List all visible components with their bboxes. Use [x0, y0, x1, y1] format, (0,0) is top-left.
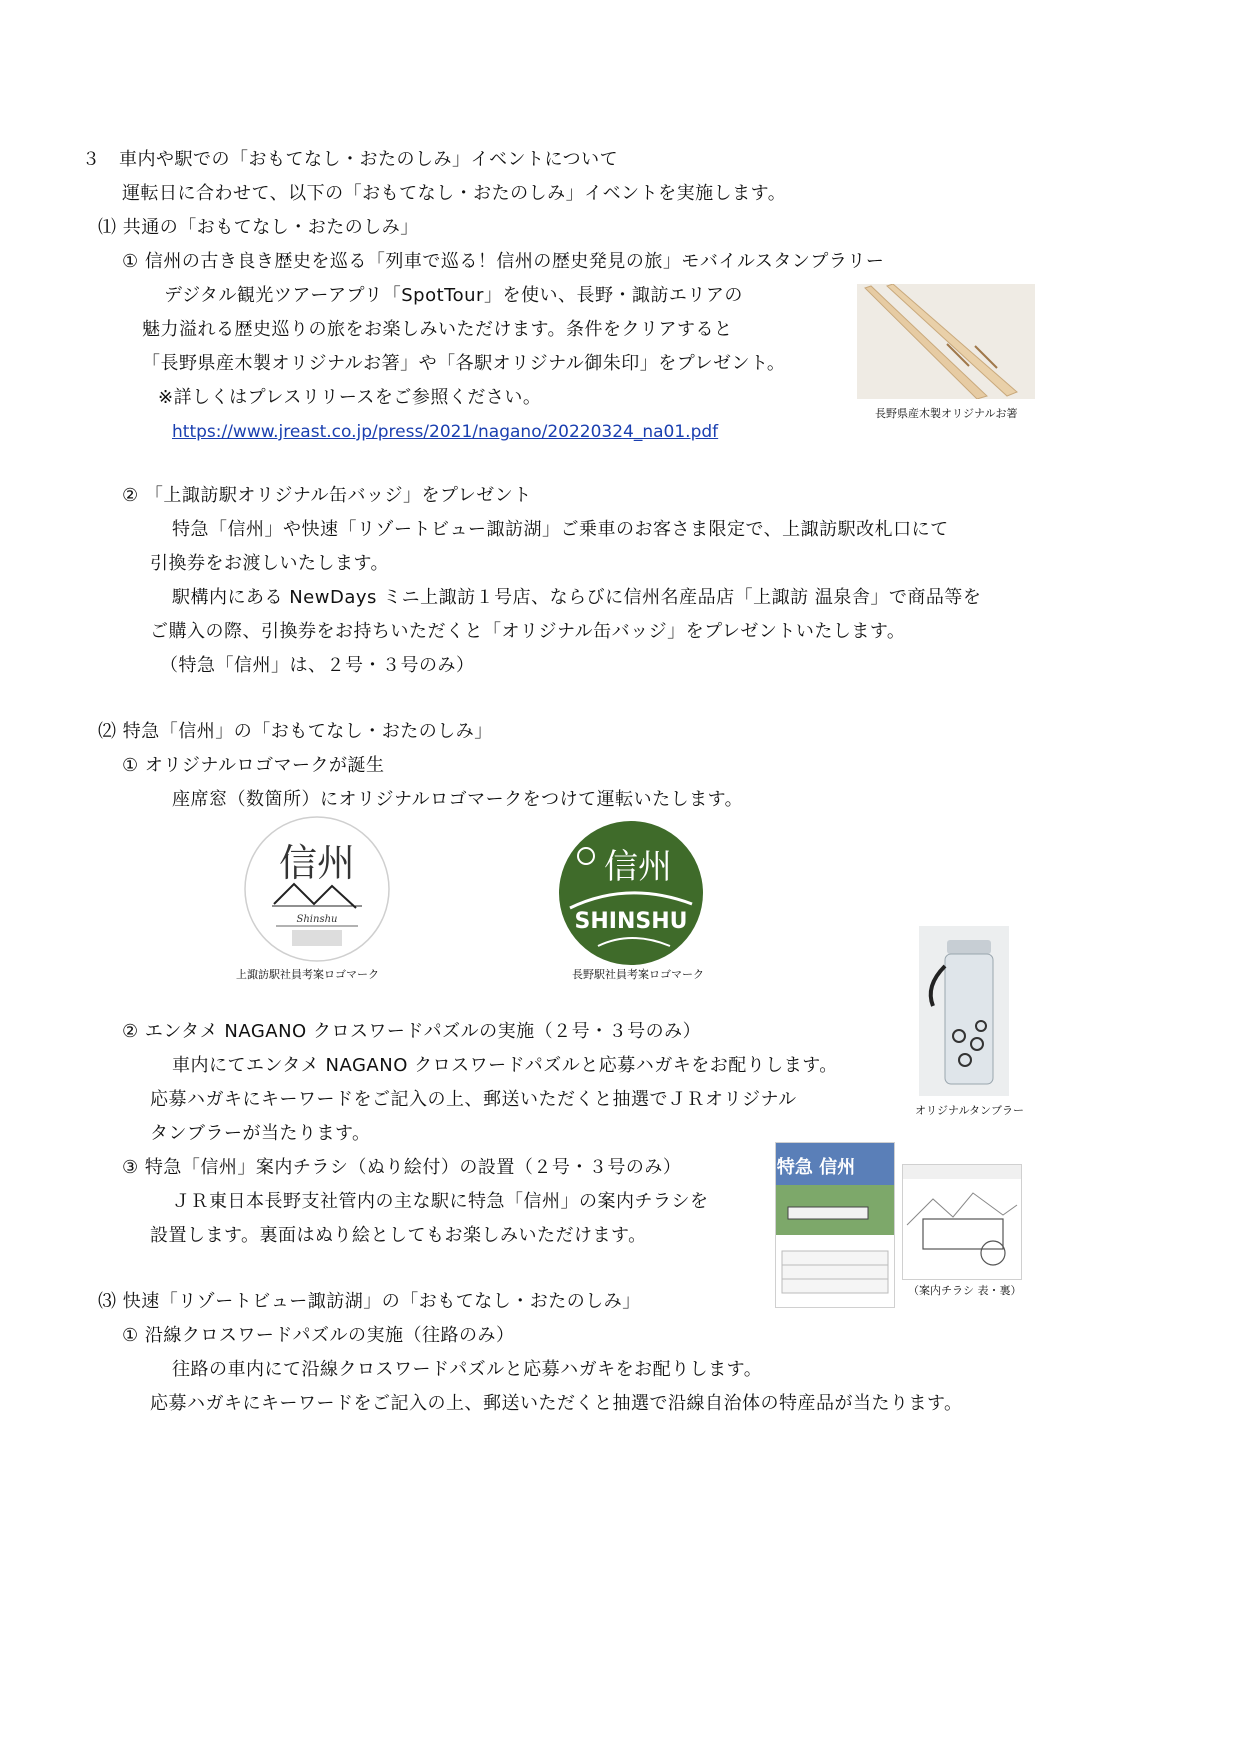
tumbler-icon: [919, 926, 1009, 1096]
flyer-line: ＪＲ東日本長野支社管内の主な駅に特急「信州」の案内チラシを: [172, 1191, 709, 1212]
stamp-rally-line: 魅力溢れる歴史巡りの旅をお楽しみいただけます。条件をクリアすると: [142, 319, 733, 340]
subsection-heading-express: ⑵ 特急「信州」の「おもてなし・おたのしみ」: [98, 721, 493, 742]
tumbler-photo: [919, 926, 1009, 1096]
item-title-badge: ② 「上諏訪駅オリジナル缶バッジ」をプレゼント: [122, 485, 532, 506]
badge-line: ご購入の際、引換券をお持ちいただくと「オリジナル缶バッジ」をプレゼントいたします。: [150, 621, 906, 642]
logo-kamisuwa: [244, 816, 390, 962]
flyer-caption: （案内チラシ 表・裏）: [908, 1284, 1022, 1297]
chopsticks-caption: 長野県産木製オリジナルお箸: [875, 407, 1018, 420]
flyer-back-icon: [903, 1165, 1021, 1279]
chopsticks-icon: [857, 284, 1035, 399]
logo-line: 座席窓（数箇所）にオリジナルロゴマークをつけて運転いたします。: [172, 789, 744, 810]
flyer-title: 特急 信州: [776, 1157, 856, 1178]
flyer-front: [775, 1142, 895, 1308]
logo1-text: 信州: [278, 841, 356, 885]
item-title-route-crossword: ① 沿線クロスワードパズルの実施（往路のみ）: [122, 1325, 515, 1346]
logo-nagano-icon: [558, 820, 704, 966]
item-title-logo: ① オリジナルロゴマークが誕生: [122, 755, 385, 776]
route-crossword-line: 往路の車内にて沿線クロスワードパズルと応募ハガキをお配りします。: [172, 1359, 763, 1380]
press-release-link[interactable]: https://www.jreast.co.jp/press/2021/nagano/20220324_na01.pdf: [172, 422, 719, 442]
stamp-rally-line: デジタル観光ツアーアプリ「SpotTour」を使い、長野・諏訪エリアの: [164, 285, 743, 306]
subsection-heading-common: ⑴ 共通の「おもてなし・おたのしみ」: [98, 217, 419, 238]
logo1-sub: Shinshu: [296, 914, 338, 925]
badge-line: 特急「信州」や快速「リゾートビュー諏訪湖」ご乗車のお客さま限定で、上諏訪駅改札口にて: [172, 519, 949, 540]
logo2-text: 信州: [604, 847, 672, 887]
item-title-flyer: ③ 特急「信州」案内チラシ（ぬり絵付）の設置（２号・３号のみ）: [122, 1157, 682, 1178]
subsection-heading-rapid: ⑶ 快速「リゾートビュー諏訪湖」の「おもてなし・おたのしみ」: [98, 1291, 641, 1312]
logo-nagano: [558, 820, 704, 966]
item-title-crossword: ② エンタメ NAGANO クロスワードパズルの実施（２号・３号のみ）: [122, 1021, 702, 1042]
flyer-line: 設置します。裏面はぬり絵としてもお楽しみいただけます。: [150, 1225, 647, 1246]
crossword-line: タンブラーが当たります。: [150, 1123, 371, 1144]
route-crossword-line: 応募ハガキにキーワードをご記入の上、郵送いただくと抽選で沿線自治体の特産品が当たります。: [150, 1393, 963, 1414]
flyer-back: [902, 1164, 1022, 1280]
chopsticks-photo: [857, 284, 1035, 399]
flyer-front-icon: [776, 1143, 894, 1307]
logo2-sub: SHINSHU: [574, 909, 688, 934]
crossword-line: 車内にてエンタメ NAGANO クロスワードパズルと応募ハガキをお配りします。: [172, 1055, 838, 1076]
tumbler-caption: オリジナルタンブラー: [915, 1104, 1025, 1117]
badge-note: （特急「信州」は、２号・３号のみ）: [160, 655, 475, 676]
stamp-rally-line: 「長野県産木製オリジナルお箸」や「各駅オリジナル御朱印」をプレゼント。: [142, 353, 786, 374]
crossword-line: 応募ハガキにキーワードをご記入の上、郵送いただくと抽選でＪＲオリジナル: [150, 1089, 797, 1110]
badge-line: 引換券をお渡しいたします。: [150, 553, 390, 574]
logo-kamisuwa-icon: [244, 816, 390, 962]
press-release-note: ※詳しくはプレスリリースをご参照ください。: [158, 387, 542, 408]
section-intro: 運転日に合わせて、以下の「おもてなし・おたのしみ」イベントを実施します。: [122, 183, 787, 204]
item-title-stamp-rally: ① 信州の古き良き歴史を巡る「列車で巡る！信州の歴史発見の旅」モバイルスタンプラリー: [122, 251, 885, 272]
logo1-caption: 上諏訪駅社員考案ロゴマーク: [236, 968, 379, 981]
logo2-caption: 長野駅社員考案ロゴマーク: [572, 968, 704, 981]
badge-line: 駅構内にある NewDays ミニ上諏訪１号店、ならびに信州名産品店「上諏訪 温泉舎」で商品等を: [172, 587, 982, 608]
section-heading: ３ 車内や駅での「おもてなし・おたのしみ」イベントについて: [82, 149, 619, 170]
